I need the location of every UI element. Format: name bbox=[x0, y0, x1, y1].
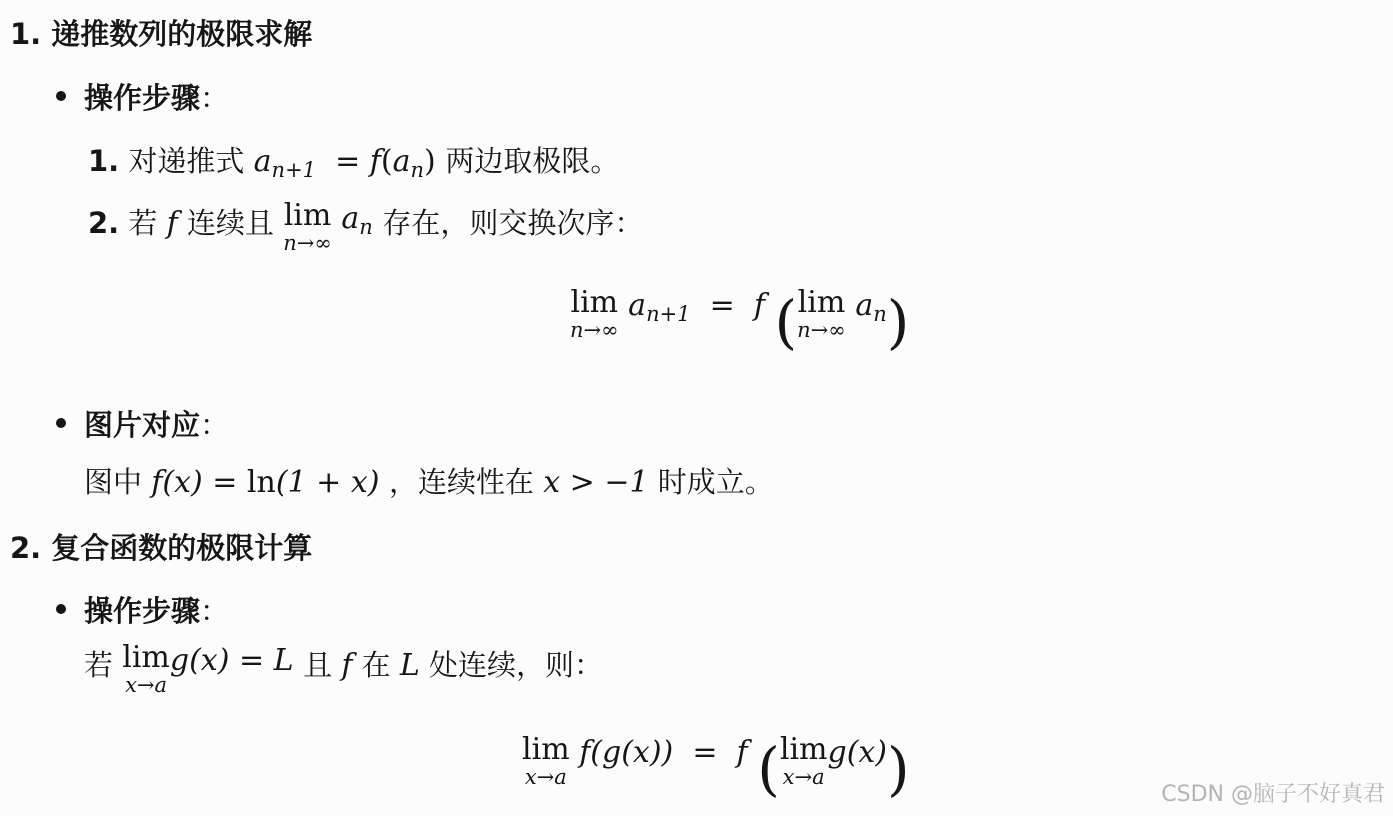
csdn-watermark: CSDN @脑子不好真君 bbox=[1161, 782, 1385, 807]
section-1-heading: 1. 递推数列的极限求解 bbox=[10, 17, 313, 51]
figure-title-text: 图片对应 bbox=[84, 408, 201, 442]
bullet-dot bbox=[56, 91, 66, 101]
step-number: 2. bbox=[88, 206, 120, 240]
step-text: 两边取极限。 bbox=[445, 144, 620, 178]
domain-condition: x > −1 bbox=[543, 465, 649, 500]
display-formula-2: lim x→a f(g(x)) = f ( lim x→a g(x)) bbox=[522, 732, 910, 803]
step-2 bbox=[88, 198, 644, 255]
display-formula-1: lim n→∞ $a_{n+1} = f$ ( lim n→∞ $a_n$) bbox=[570, 285, 910, 356]
colon: ： bbox=[200, 408, 230, 442]
math-f: f bbox=[341, 648, 353, 683]
section-2-heading: 2. 复合函数的极限计算 bbox=[10, 531, 313, 565]
condition-text: 在 bbox=[361, 648, 391, 682]
step-text: 连续且 bbox=[186, 206, 274, 240]
limit-g-formula: lim x→a g(x) = L bbox=[122, 640, 294, 697]
math-f: f bbox=[166, 206, 178, 241]
bullet-dot bbox=[56, 604, 66, 614]
step-text: 对递推式 bbox=[128, 144, 245, 178]
colon: ： bbox=[200, 594, 230, 628]
figure-text: 时成立。 bbox=[657, 465, 774, 499]
bullet-dot bbox=[56, 418, 66, 428]
steps-title-text: 操作步骤 bbox=[84, 594, 201, 628]
step-text: 若 bbox=[128, 206, 158, 240]
figure-text: ，连续性在 bbox=[388, 465, 534, 499]
steps-title-text: 操作步骤 bbox=[84, 81, 201, 115]
math-L: L bbox=[399, 648, 420, 683]
limit-expression: lim n→∞ $a_n$ bbox=[283, 198, 373, 255]
steps-title-1 bbox=[84, 76, 229, 117]
figure-title bbox=[84, 403, 229, 444]
figure-text: 图中 bbox=[84, 465, 143, 499]
recurrence-formula: $a_{n+1} = f(a_n)$ bbox=[253, 144, 436, 182]
condition-text: 且 bbox=[303, 648, 333, 682]
step-1 bbox=[88, 139, 619, 182]
figure-description bbox=[84, 460, 774, 501]
condition-text: 若 bbox=[84, 648, 114, 682]
colon: ： bbox=[200, 81, 230, 115]
composite-condition bbox=[84, 640, 604, 697]
ln-formula: f(x) = ln(1 + x) bbox=[151, 465, 380, 500]
step-number: 1. bbox=[88, 144, 120, 178]
steps-title-2 bbox=[84, 589, 229, 630]
step-text: 存在，则交换次序： bbox=[382, 206, 644, 240]
condition-text: 处连续，则： bbox=[429, 648, 604, 682]
